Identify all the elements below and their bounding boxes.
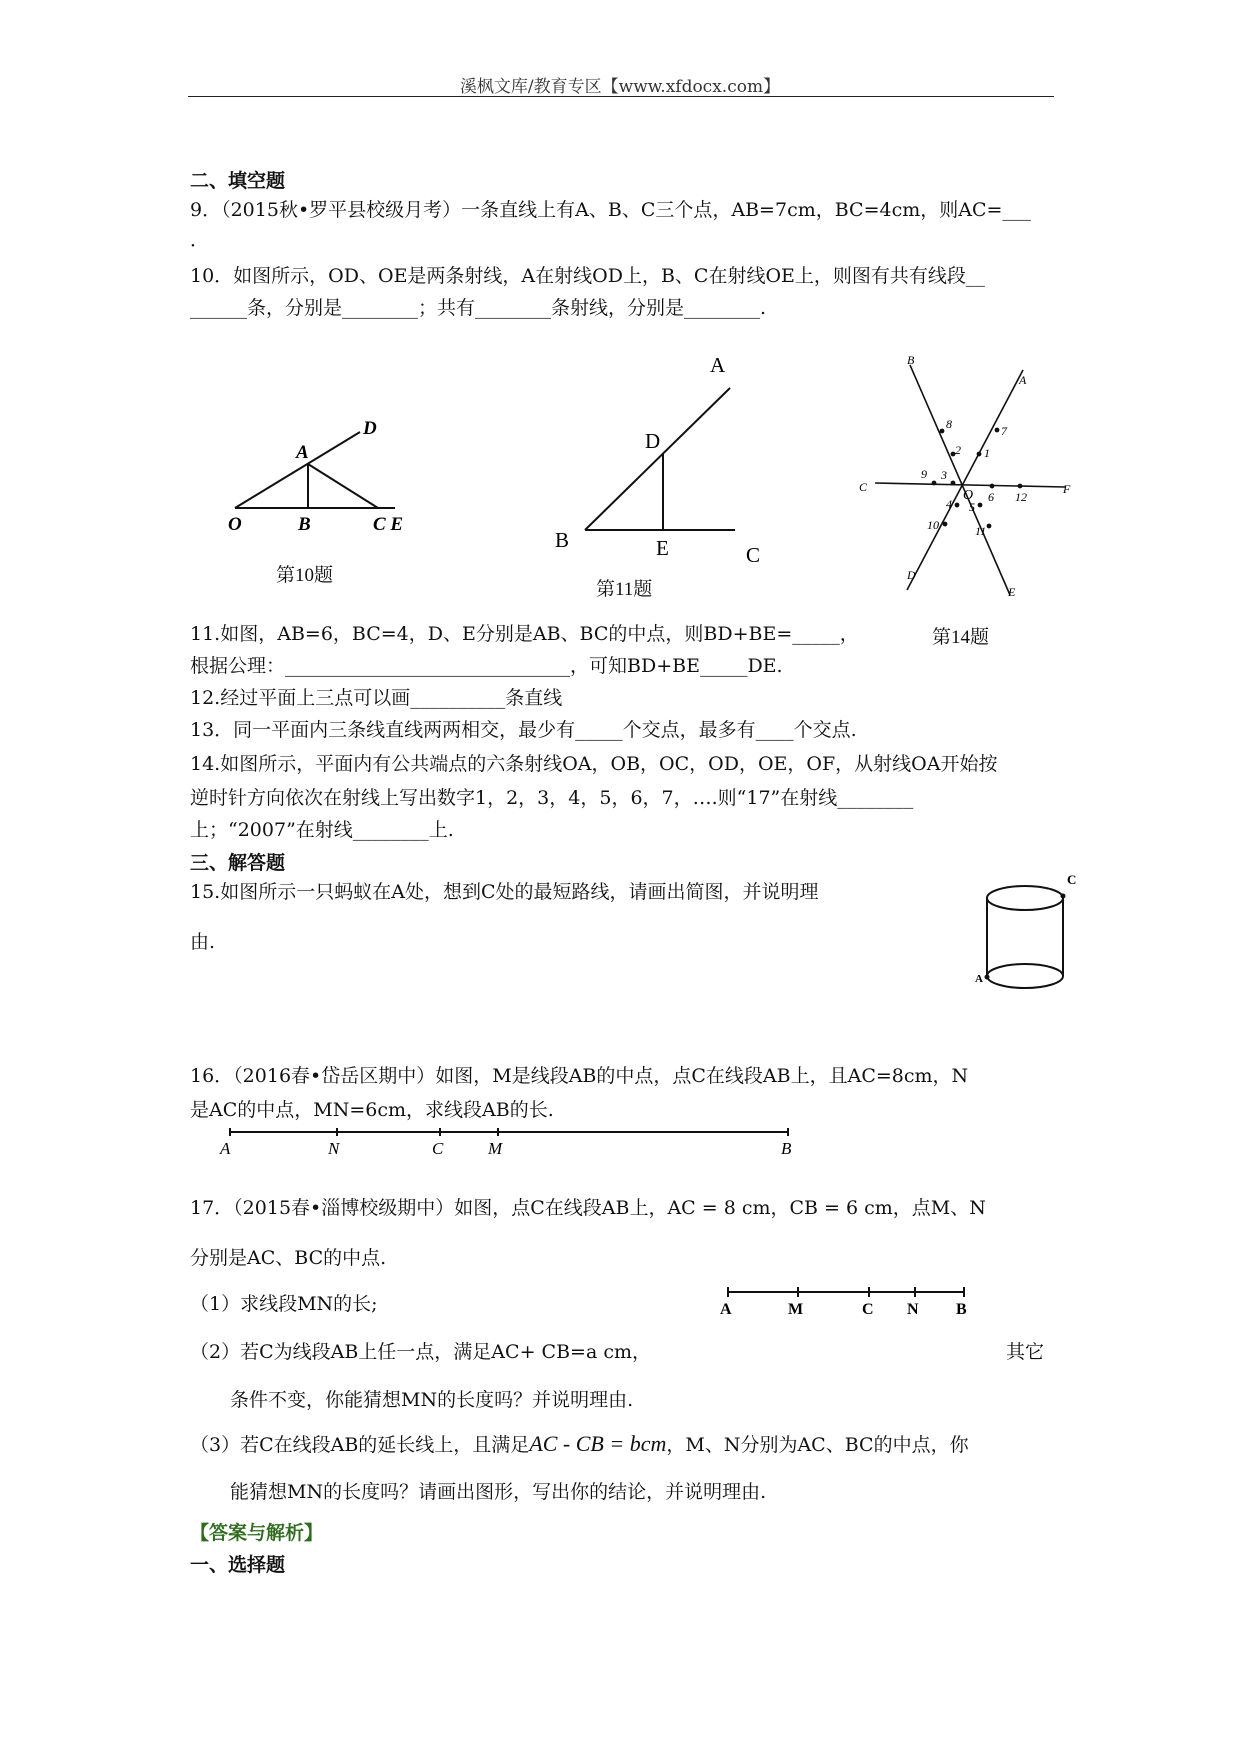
figure-14 — [855, 350, 1075, 600]
fig10-label-b: B — [298, 514, 311, 535]
q17-part3-math: AC - CB = bcm — [529, 1431, 667, 1456]
q16-line1: 16．（2016春•岱岳区期中）如图，M是线段AB的中点，点C在线段AB上，且AC=8cm，N — [190, 1065, 969, 1087]
q17-line2: 分别是AC、BC的中点. — [190, 1247, 387, 1269]
q9-line1: 9．（2015秋•罗平县校级月考）一条直线上有A、B、C三个点，AB=7cm，BC=4cm，则AC=___ — [190, 199, 1031, 221]
fig14-caption: 第14题 — [932, 627, 990, 648]
fig15-label-c: C — [1067, 872, 1077, 887]
fig16-point-n: N — [328, 1139, 340, 1158]
fig11-label-e: E — [656, 536, 669, 560]
fig14-label-c: C — [859, 480, 868, 494]
q17-line1: 17．（2015春•淄博校级期中）如图，点C在线段AB上，AC = 8 cm，CB = 6 cm，点M、N — [190, 1197, 986, 1219]
fig11-label-d: D — [645, 429, 661, 453]
q17-part3c: 能猜想MN的长度吗？请画出图形，写出你的结论，并说明理由. — [230, 1481, 767, 1503]
fig10-caption: 第10题 — [276, 565, 334, 586]
q12-line1: 12.经过平面上三点可以画__________条直线 — [190, 687, 563, 709]
q14-line2: 逆时针方向依次在射线上写出数字1，2，3，4，5，6，7，….则“17”在射线________ — [190, 787, 914, 809]
q17-part3a: （3）若C在线段AB的延长线上，且满足 — [190, 1434, 530, 1456]
fig14-num-2: 2 — [955, 443, 961, 457]
q10-line2: ______条，分别是________；共有________条射线，分别是________. — [190, 297, 767, 319]
fig14-num-12: 12 — [1015, 490, 1027, 504]
fig10-label-d: D — [363, 420, 377, 439]
fig17-point-m: M — [788, 1301, 804, 1318]
figure-15-cylinder — [975, 868, 1085, 998]
q17-part3b: ，M、N分别为AC、BC的中点，你 — [666, 1434, 969, 1456]
fig14-num-11: 11 — [975, 524, 987, 538]
fig14-num-5: 5 — [969, 500, 975, 514]
section-choice-heading: 一、选择题 — [190, 1554, 286, 1576]
figure-17-segment — [716, 1280, 976, 1320]
fig11-label-a: A — [710, 353, 726, 377]
fig10-label-o: O — [228, 514, 242, 535]
fig14-num-9: 9 — [921, 467, 927, 481]
fig16-point-a: A — [220, 1139, 231, 1158]
q11-line2: 根据公理：______________________________，可知BD+BE_____DE. — [190, 655, 783, 677]
fig14-num-4: 4 — [946, 497, 952, 511]
fig17-point-b: B — [956, 1301, 967, 1318]
q17-part2a: （2）若C为线段AB上任一点，满足AC+ CB=a cm， — [190, 1341, 651, 1363]
fig14-label-a: A — [1019, 373, 1027, 387]
fig14-num-1: 1 — [984, 446, 990, 460]
q10-line1: 10．如图所示，OD、OE是两条射线，A在射线OD上，B、C在射线OE上，则图有共有线段__ — [190, 265, 985, 287]
q17-part3-row — [190, 1432, 969, 1457]
q17-part2b: 其它 — [1006, 1341, 1045, 1363]
fig11-caption: 第11题 — [596, 579, 653, 600]
fig14-label-e: E — [1008, 585, 1016, 599]
answers-heading: 【答案与解析】 — [190, 1522, 324, 1544]
q17-part2c: 条件不变，你能猜想MN的长度吗？并说明理由. — [230, 1389, 634, 1411]
figure-10 — [220, 420, 420, 540]
fig14-num-7: 7 — [1001, 424, 1007, 438]
q11-line1: 11.如图，AB=6，BC=4，D、E分别是AB、BC的中点，则BD+BE=_____， — [190, 623, 859, 645]
q15-line1: 15.如图所示一只蚂蚁在A处，想到C处的最短路线，请画出简图，并说明理 — [190, 881, 819, 903]
fig17-point-n: N — [907, 1301, 919, 1318]
fig16-point-b: B — [781, 1139, 792, 1158]
q9-line2: ． — [190, 229, 210, 251]
figure-16-segment — [215, 1120, 805, 1160]
fig10-label-a: A — [296, 442, 309, 463]
fig10-label-ce: C E — [373, 514, 404, 535]
figure-11 — [550, 350, 780, 570]
q13-line1: 13．同一平面内三条线直线两两相交，最少有_____个交点，最多有____个交点. — [190, 719, 857, 741]
fig14-label-f: F — [1063, 482, 1071, 496]
fig11-label-b: B — [555, 528, 570, 552]
section-fill-heading: 二、填空题 — [190, 170, 286, 192]
q14-line1: 14.如图所示，平面内有公共端点的六条射线OA，OB，OC，OD，OE，OF，从射线OA开始按 — [190, 753, 998, 775]
fig16-point-c: C — [432, 1139, 444, 1158]
section-solve-heading: 三、解答题 — [190, 852, 286, 874]
fig17-point-c: C — [862, 1301, 874, 1318]
fig14-num-3: 3 — [941, 468, 947, 482]
fig16-point-m: M — [488, 1139, 503, 1158]
q17-part1: （1）求线段MN的长; — [190, 1293, 378, 1315]
q15-line2: 由. — [190, 931, 216, 953]
page-header: 溪枫文库/教育专区【www.xfdocx.com】 — [459, 77, 781, 97]
header-rule — [188, 96, 1054, 97]
fig15-label-a: A — [975, 973, 983, 985]
fig17-point-a: A — [720, 1301, 732, 1318]
fig14-label-b: B — [907, 353, 915, 367]
fig14-label-d: D — [907, 568, 916, 582]
q14-line3: 上；“2007”在射线________上. — [190, 819, 454, 841]
fig14-label-o: O — [963, 488, 974, 503]
q16-line2: 是AC的中点，MN=6cm，求线段AB的长. — [190, 1099, 554, 1121]
fig14-num-10: 10 — [927, 518, 939, 532]
fig14-num-8: 8 — [946, 417, 952, 431]
fig14-num-6: 6 — [988, 490, 994, 504]
fig11-label-c: C — [746, 543, 761, 567]
